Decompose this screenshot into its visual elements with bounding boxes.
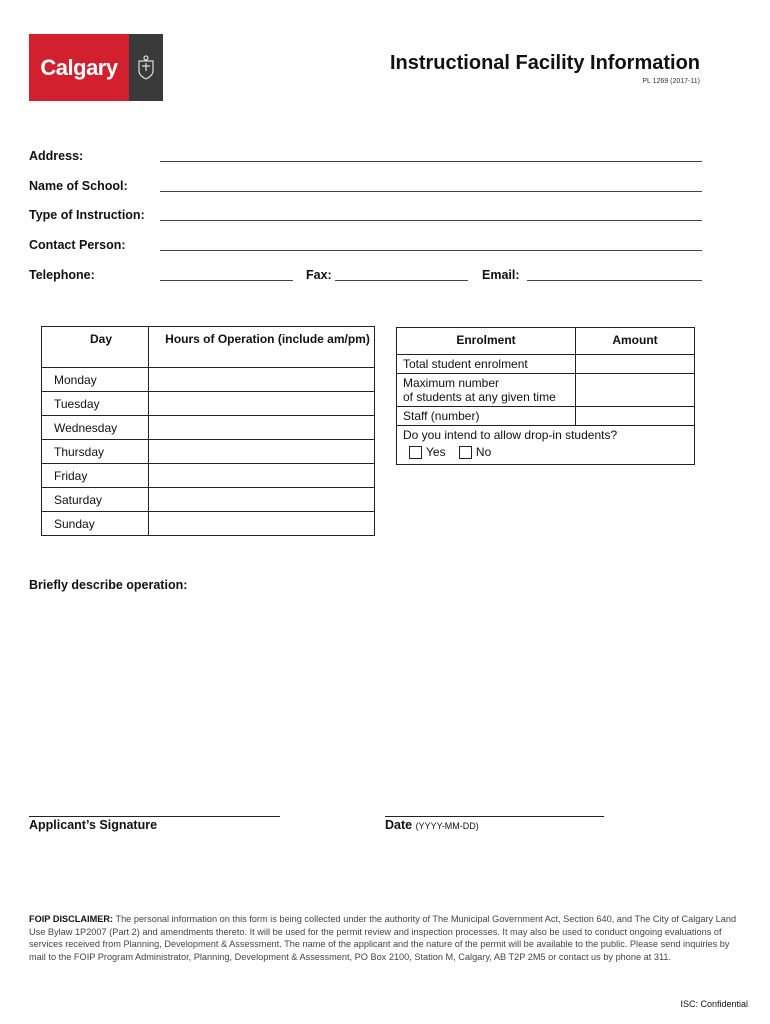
- amount-column-header: Amount: [576, 328, 695, 355]
- hours-column-header: Hours of Operation (include am/pm): [149, 327, 375, 368]
- hours-input[interactable]: [149, 392, 375, 416]
- address-field[interactable]: [160, 161, 702, 162]
- schedule-table: [41, 326, 375, 536]
- telephone-label: Telephone:: [29, 268, 95, 282]
- dropin-question: Do you intend to allow drop-in students?: [403, 428, 618, 442]
- hours-input[interactable]: [149, 440, 375, 464]
- contact-label: Contact Person:: [29, 238, 126, 252]
- security-classification: ISC: Confidential: [680, 999, 748, 1009]
- foip-heading: FOIP DISCLAIMER:: [29, 914, 114, 924]
- table-row: [397, 426, 695, 465]
- table-row: [42, 512, 375, 536]
- city-logo: [29, 34, 129, 101]
- form-number: PL 1269 (2017-11): [642, 78, 700, 85]
- fax-field[interactable]: [335, 280, 468, 281]
- logo-text: Calgary: [40, 54, 118, 80]
- date-label-text: Date: [385, 818, 413, 832]
- signature-field[interactable]: [29, 816, 280, 817]
- address-label: Address:: [29, 149, 84, 163]
- enrolment-column-header: Enrolment: [397, 328, 576, 355]
- date-label: [385, 818, 479, 832]
- dropin-cell: [397, 426, 695, 465]
- enrolment-table: [396, 327, 695, 465]
- describe-operation-label: Briefly describe operation:: [29, 578, 188, 592]
- email-label: Email:: [482, 268, 520, 282]
- yes-label: Yes: [426, 445, 446, 459]
- telephone-field[interactable]: [160, 280, 293, 281]
- table-row: [42, 368, 375, 392]
- date-format: (YYYY-MM-DD): [415, 821, 479, 831]
- table-row: [397, 355, 695, 374]
- table-row: [42, 488, 375, 512]
- table-row: [42, 416, 375, 440]
- hours-input[interactable]: [149, 512, 375, 536]
- page-title: Instructional Facility Information: [389, 52, 700, 74]
- total-enrolment-input[interactable]: [576, 355, 695, 374]
- max-students-input[interactable]: [576, 374, 695, 407]
- table-row: [397, 407, 695, 426]
- total-enrolment-label: Total student enrolment: [397, 355, 576, 374]
- hours-input[interactable]: [149, 416, 375, 440]
- day-cell: Sunday: [42, 512, 149, 536]
- hours-input[interactable]: [149, 464, 375, 488]
- table-row: [397, 374, 695, 407]
- school-label: Name of School:: [29, 179, 128, 193]
- foip-text: The personal information on this form is being collected under the authority of The Municipal Government Act, Section 640, and The City of Calgary Land Use Bylaw 1P2007 (Part 2) and amendments thereto. It will be used for the permit review and inspection processes. It may also be used to conduct ongoing evaluations of services received from Planning, Development & Assessment. The name of the applicant and the nature of the permit will be available to the public. Please send inquiries by mail to the FOIP Program Administrator, Planning, Development & Assessment, PO Box 2100, Station M, Calgary, AB T2P 2M5 or contact us by phone at 311.: [29, 914, 737, 962]
- signature-label: Applicant’s Signature: [29, 818, 158, 832]
- day-cell: Thursday: [42, 440, 149, 464]
- max-students-line-1: Maximum number: [403, 376, 500, 390]
- day-cell: Tuesday: [42, 392, 149, 416]
- staff-input[interactable]: [576, 407, 695, 426]
- date-field[interactable]: [385, 816, 604, 817]
- no-label: No: [475, 445, 492, 459]
- no-checkbox[interactable]: [459, 446, 472, 459]
- staff-label: Staff (number): [397, 407, 576, 426]
- hours-input[interactable]: [149, 368, 375, 392]
- yes-checkbox[interactable]: [409, 446, 422, 459]
- school-field[interactable]: [160, 191, 702, 192]
- table-row: [42, 440, 375, 464]
- day-column-header: Day: [42, 327, 149, 368]
- instruction-label: Type of Instruction:: [29, 208, 145, 222]
- hours-input[interactable]: [149, 488, 375, 512]
- coat-of-arms-icon: [129, 34, 163, 101]
- day-cell: Saturday: [42, 488, 149, 512]
- table-row: [42, 392, 375, 416]
- email-field[interactable]: [527, 280, 702, 281]
- max-students-line-2: of students at any given time: [403, 390, 556, 404]
- instruction-field[interactable]: [160, 220, 702, 221]
- contact-field[interactable]: [160, 250, 702, 251]
- table-row: [42, 464, 375, 488]
- day-cell: Friday: [42, 464, 149, 488]
- fax-label: Fax:: [306, 268, 332, 282]
- foip-disclaimer: [29, 913, 745, 963]
- max-students-label: [397, 374, 576, 407]
- day-cell: Monday: [42, 368, 149, 392]
- day-cell: Wednesday: [42, 416, 149, 440]
